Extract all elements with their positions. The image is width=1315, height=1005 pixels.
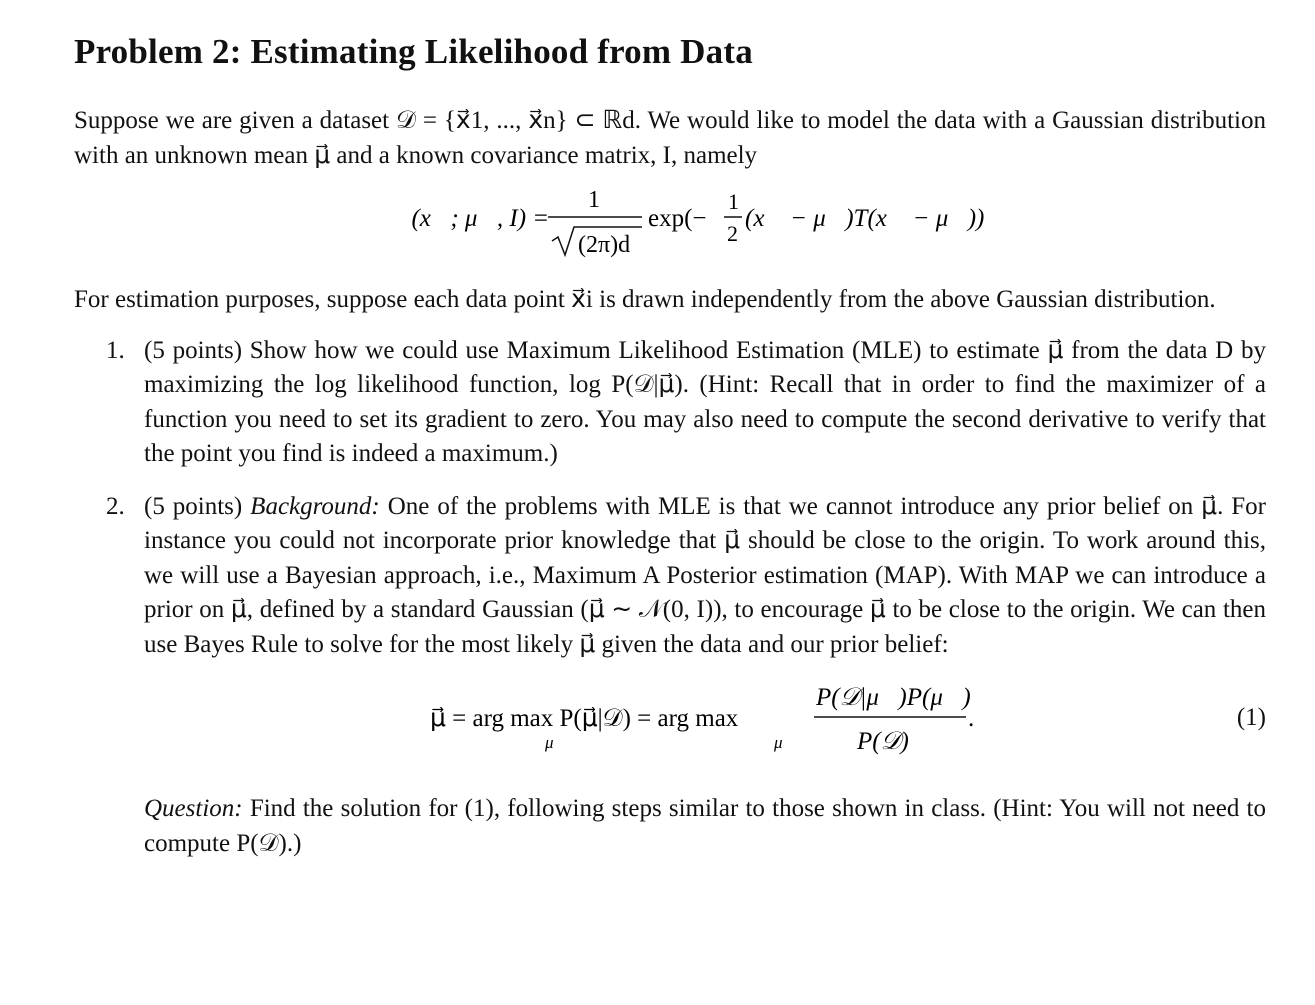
question-paragraph (144, 792, 1266, 861)
gaussian-lhs: 𝒫(x⃗; μ⃗, I) = (392, 205, 550, 232)
list-item (74, 334, 1266, 472)
equation-number: (1) (1236, 704, 1266, 731)
gaussian-numerator: 1 (588, 187, 600, 213)
map-lhs: μ⃗ = arg max P(μ⃗|𝒟) = arg max (430, 705, 739, 732)
gaussian-denominator: (2π)d (578, 232, 631, 258)
half-numerator: 1 (728, 189, 739, 214)
item-points: (5 points) (144, 492, 243, 520)
argmax-subscript-2: μ⃗ (774, 733, 796, 752)
argmax-subscript-1: μ⃗ (545, 733, 567, 752)
item-text (144, 490, 1266, 663)
question-text: Find the solution for (1), following steps similar to those shown in class. (Hint: You will not need to compute P(𝒟).) (144, 795, 1266, 857)
item-number: 2. (106, 492, 125, 520)
map-denominator: P(𝒟) (857, 728, 909, 755)
list-item (74, 490, 1266, 862)
question-label: Question: (144, 795, 243, 822)
item-text: (5 points) Show how we could use Maximum Likelihood Estimation (MLE) to estimate μ⃗ from the data D by maximizing the log likelihood function, log P(𝒟|μ⃗). (Hint: Recall that in order to find the maximizer of a function you need to set its gradient to zero. You may also need to compute the second derivative to verify that the point you find is indeed a maximum.) (144, 336, 1266, 467)
gaussian-tail: (x⃗ − μ⃗)T(x⃗ − μ⃗)) (745, 205, 985, 232)
background-label: Background: (250, 492, 380, 520)
background-text: One of the problems with MLE is that we cannot introduce any prior belief on μ⃗. For instance you could not incorporate prior knowledge that μ⃗ should be close to the origin. To work around this, we will use a Bayesian approach, i.e., Maximum A Posterior estimation (MAP). With MAP we can introduce a prior on μ⃗, defined by a standard Gaussian (μ⃗ ∼ 𝒩(0, I)), to encourage μ⃗ to be close to the origin. We can then use Bayes Rule to solve for the most likely μ⃗ given the data and our prior belief: (144, 492, 1266, 658)
problem-page (74, 28, 1266, 879)
gaussian-exp: exp(− (648, 205, 707, 232)
intro-paragraph: Suppose we are given a dataset 𝒟 = {x⃗1, ..., x⃗n} ⊂ ℝd. We would like to model the data with a Gaussian distribution with an unknown mean μ⃗ and a known covariance matrix, I, namely (74, 107, 1266, 169)
map-numerator: P(𝒟|μ⃗)P(μ⃗) (816, 684, 971, 711)
gaussian-equation (74, 179, 1266, 263)
map-equation-svg (74, 682, 1266, 774)
item-number: 1. (106, 336, 125, 364)
independence-paragraph: For estimation purposes, suppose each data point x⃗i is drawn independently from the above Gaussian distribution. (74, 286, 1216, 313)
problem-title: Problem 2: Estimating Likelihood from Data (74, 32, 753, 71)
map-period: . (968, 705, 975, 732)
half-denominator: 2 (727, 221, 738, 246)
problem-items (74, 334, 1266, 862)
gaussian-equation-svg (74, 179, 1266, 263)
map-equation (74, 682, 1266, 774)
